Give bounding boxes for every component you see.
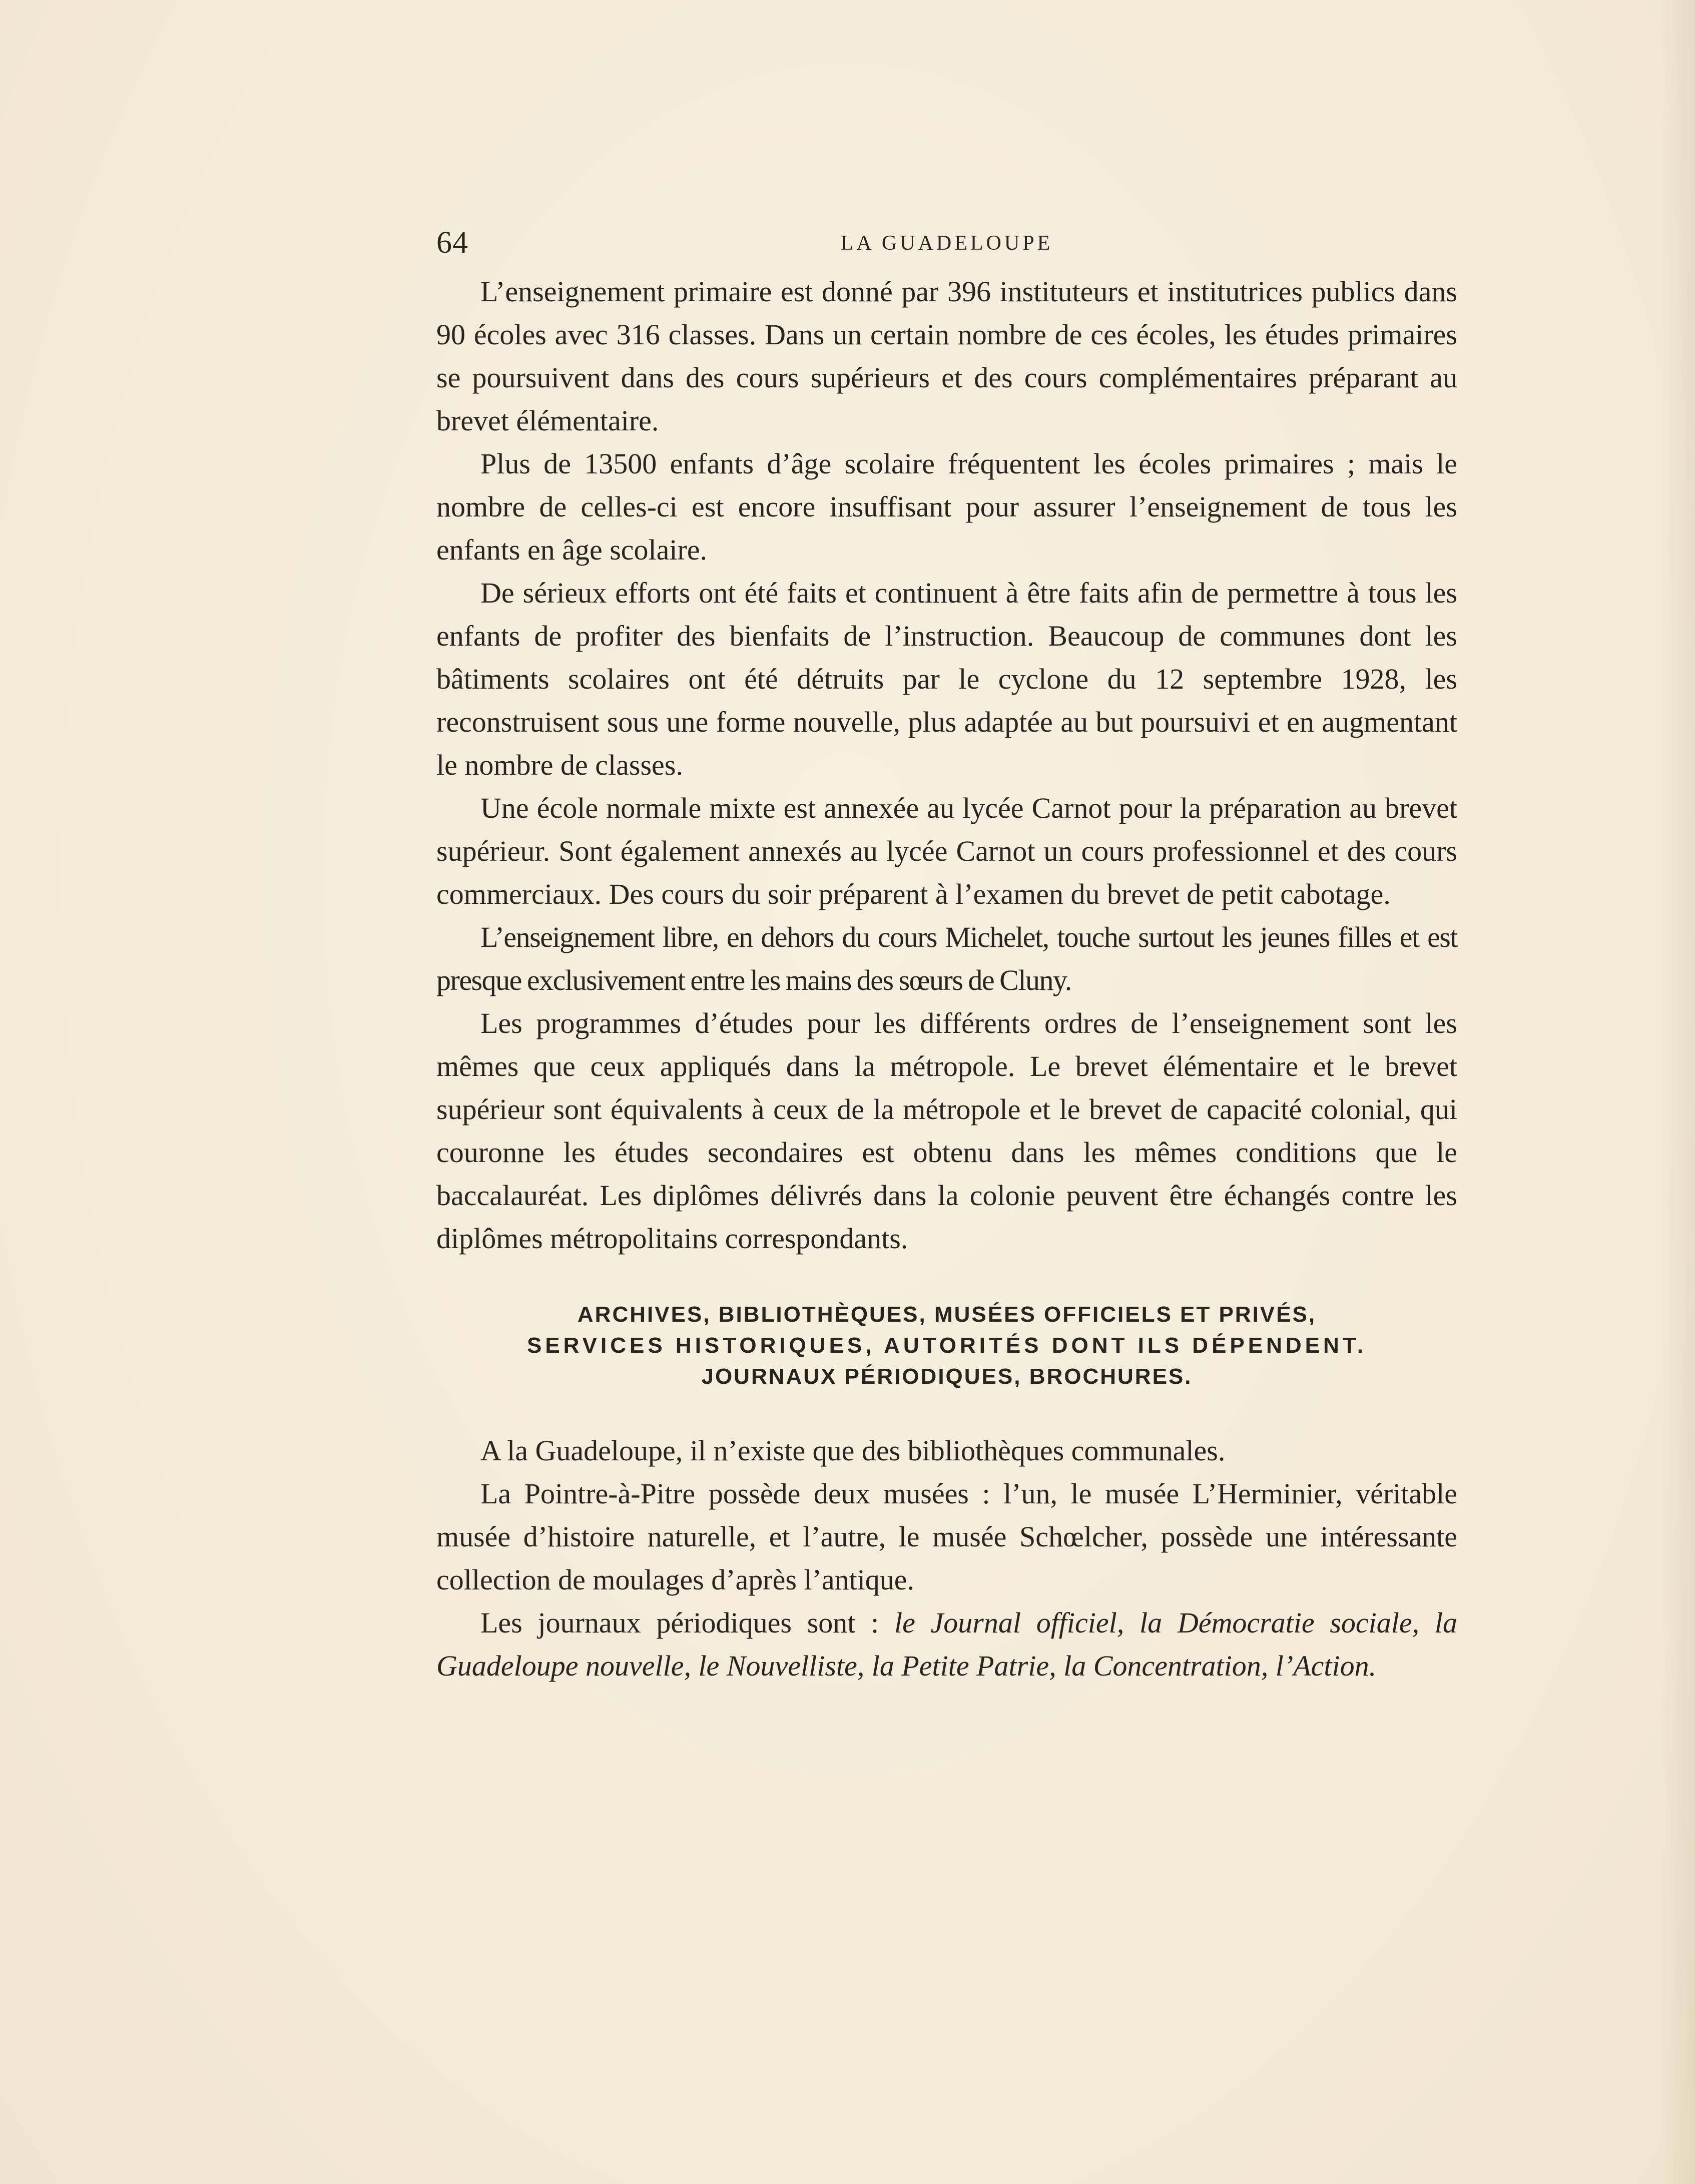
running-title: LA GUADELOUPE — [840, 232, 1053, 255]
paragraph-curricula: Les programmes d’études pour les différents ordres de l’enseignement sont les mêmes que ceux appliqués dans la métropole. Le brevet élémentaire et le brevet supérieur sont équivalents à ceux de la métropole et le brevet de capacité colonial, qui couronne les études secondaires est obtenu dans les mêmes conditions que le baccalauréat. Les diplômes délivrés dans la colonie peuvent être échangés contre les diplômes métropolitains correspondants. — [436, 1007, 1457, 1255]
section-heading-line-1: ARCHIVES, BIBLIOTHÈQUES, MUSÉES OFFICIELS ET PRIVÉS, — [577, 1302, 1317, 1327]
paragraph-normal-school: Une école normale mixte est annexée au lycée Carnot pour la préparation au brevet supérieur. Sont également annexés au lycée Carnot un cours professionnel et des cours commerciaux. Des cours du soir préparent à l’examen du brevet de petit cabotage. — [436, 792, 1457, 910]
paragraph-primary-education: L’enseignement primaire est donné par 396 instituteurs et institutrices publics dans 90 écoles avec 316 classes. Dans un certain nombre de ces écoles, les études primaires se poursuivent dans des cours supérieurs et des cours complémentaires préparant au brevet élémentaire. — [436, 275, 1457, 437]
text-block — [436, 220, 1457, 1688]
paragraph-museums: La Pointre-à-Pitre possède deux musées : l’un, le musée L’Herminier, véritable musée d’histoire naturelle, et l’autre, le musée Schœlcher, possède une intéressante collection de moulages d’après l’antique. — [436, 1477, 1457, 1596]
paragraph-rebuilding-efforts: De sérieux efforts ont été faits et continuent à être faits afin de permettre à tous les enfants de profiter des bienfaits de l’instruction. Beaucoup de communes dont les bâtiments scolaires ont été détruits par le cyclone du 12 septembre 1928, les reconstruisent sous une forme nouvelle, plus adaptée au but poursuivi et en augmentant le nombre de classes. — [436, 577, 1457, 781]
paragraph-school-attendance: Plus de 13500 enfants d’âge scolaire fréquentent les écoles primaires ; mais le nombre de celles-ci est encore insuffisant pour assurer l’enseignement de tous les enfants en âge scolaire. — [436, 447, 1457, 566]
section-heading — [436, 1299, 1457, 1392]
paragraph-private-education: L’enseignement libre, en dehors du cours Michelet, touche surtout les jeunes filles et est presque exclusivement entre les mains des sœurs de Cluny. — [436, 921, 1457, 996]
journals-intro: Les journaux périodiques sont : — [480, 1606, 894, 1639]
page-edge-shadow — [1660, 0, 1695, 2184]
page-number: 64 — [436, 226, 468, 260]
journal-titles: le Journal officiel, la Démocratie sociale, la Guadeloupe nouvelle, le Nouvelliste, la Petite Patrie, la Concentration, l’Action. — [436, 1606, 1457, 1682]
paragraph-journals — [436, 1601, 1457, 1688]
running-head — [436, 220, 1457, 260]
section-heading-line-2: SERVICES HISTORIQUES, AUTORITÉS DONT ILS DÉPENDENT. — [526, 1333, 1367, 1358]
paragraph-libraries: A la Guadeloupe, il n’existe que des bibliothèques communales. — [480, 1434, 1226, 1467]
section-heading-line-3: JOURNAUX PÉRIODIQUES, BROCHURES. — [701, 1364, 1193, 1389]
